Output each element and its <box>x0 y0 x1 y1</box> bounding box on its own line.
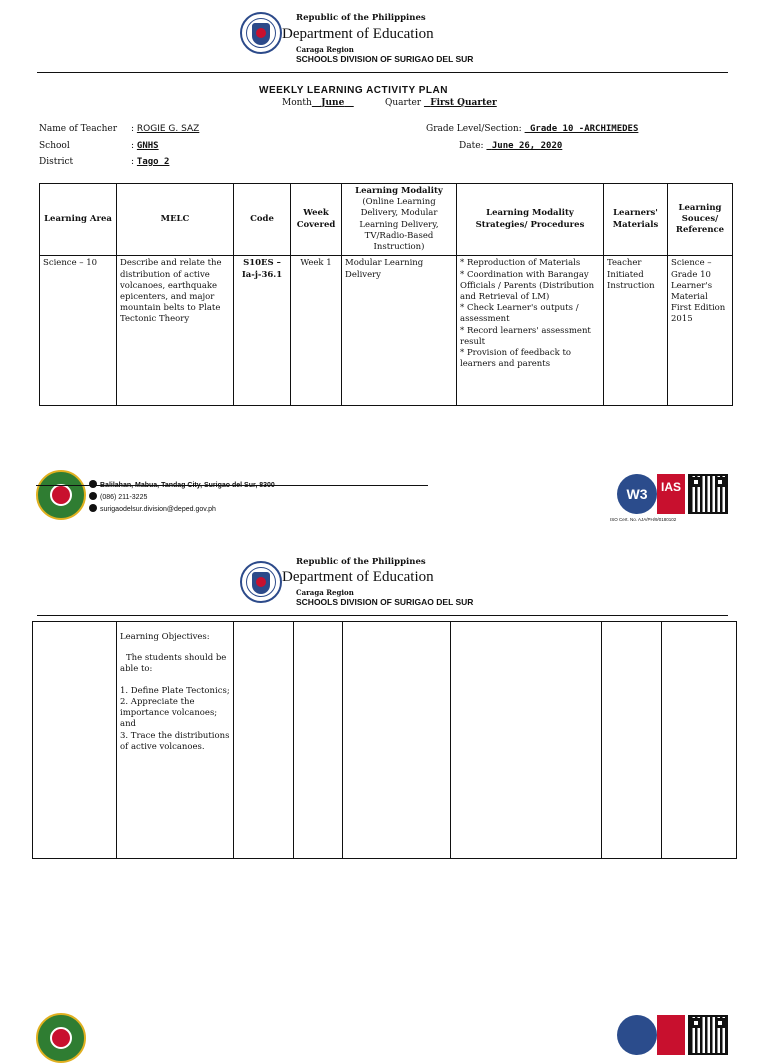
qr-code-icon <box>688 474 728 514</box>
footer-address: Balilahan, Mabua, Tandag City, Surigao del Sur, 8300 <box>89 480 275 489</box>
ias-badge <box>657 1015 685 1055</box>
grade-value: Grade 10 -ARCHIMEDES <box>530 124 639 134</box>
date-label: Date: <box>459 141 484 151</box>
cell-empty <box>451 622 602 859</box>
division-seal <box>36 1013 86 1063</box>
division-seal <box>36 470 86 520</box>
month-line <box>282 98 354 108</box>
cell-modality: Modular Learning Delivery <box>342 256 457 406</box>
grade-line <box>426 124 638 134</box>
objective-item: 1. Define Plate Tectonics; <box>120 685 230 696</box>
header-modality <box>342 184 457 256</box>
objective-item: 3. Trace the distributions of active volcanoes. <box>120 730 230 752</box>
location-icon <box>89 480 97 488</box>
district-name: Tago 2 <box>136 157 170 167</box>
quarter-label: Quarter <box>385 98 422 108</box>
header-rule <box>37 615 728 616</box>
division-text: SCHOOLS DIVISION OF SURIGAO DEL SUR <box>296 597 474 607</box>
header-materials: Learners' Materials <box>604 184 668 256</box>
cell-week: Week 1 <box>291 256 342 406</box>
objectives-title: Learning Objectives: <box>120 632 210 642</box>
district-value: : Tago 2 <box>131 157 170 167</box>
cell-empty <box>33 622 117 859</box>
table-row <box>40 256 733 406</box>
department-title: Department of Education <box>282 569 434 585</box>
cell-sources: Science – Grade 10 Learner's Material First Edition 2015 <box>668 256 733 406</box>
worldcert-badge <box>617 1015 657 1055</box>
modality-title: Learning Modality <box>355 186 443 196</box>
cell-code: S10ES – Ia-j-36.1 <box>234 256 291 406</box>
date-value: June 26, 2020 <box>491 141 563 151</box>
cell-melc: Describe and relate the distribution of active volcanoes, earthquake epicenters, and major mountain belts to Plate Tectonic Theory <box>117 256 234 406</box>
grade-label: Grade Level/Section: <box>426 124 522 134</box>
ias-badge: IAS <box>657 474 685 514</box>
cell-area: Science – 10 <box>40 256 117 406</box>
continuation-table <box>32 621 737 859</box>
teacher-name: ROGIE G. SAZ <box>136 124 200 134</box>
footer-phone: (086) 211-3225 <box>89 492 147 501</box>
header-code: Code <box>234 184 291 256</box>
strategy-item: * Provision of feedback to learners and parents <box>460 348 572 370</box>
table-header-row <box>40 184 733 256</box>
footer-email: surigaodelsur.division@deped.gov.ph <box>89 504 216 513</box>
cell-strategies <box>457 256 604 406</box>
worldcert-badge: W3 <box>617 474 657 514</box>
deped-seal <box>240 561 282 603</box>
cell-empty <box>294 622 343 859</box>
cell-empty <box>662 622 737 859</box>
objective-item: 2. Appreciate the importance volcanoes; and <box>120 696 218 730</box>
header-strategies: Learning Modality Strategies/ Procedures <box>457 184 604 256</box>
school-name: GNHS <box>136 141 159 151</box>
header-melc: MELC <box>117 184 234 256</box>
modality-subtitle: (Online Learning Delivery, Modular Learning Delivery, TV/Radio-Based Instruction) <box>359 197 439 253</box>
objectives-intro: The students should be able to: <box>120 653 227 675</box>
cell-empty <box>234 622 294 859</box>
department-title: Department of Education <box>282 26 434 42</box>
date-line <box>459 141 562 151</box>
school-label: School <box>39 141 70 151</box>
republic-text: Republic of the Philippines <box>296 13 426 23</box>
phone-icon <box>89 492 97 500</box>
republic-text: Republic of the Philippines <box>296 557 426 567</box>
quarter-line <box>385 98 497 108</box>
teacher-label: Name of Teacher <box>39 124 118 134</box>
region-text: Caraga Region <box>296 588 354 597</box>
region-text: Caraga Region <box>296 45 354 54</box>
strategy-item: * Check Learner's outputs / assessment <box>460 303 579 325</box>
school-value: : GNHS <box>131 141 159 151</box>
header-rule <box>37 72 728 73</box>
header-learning-area: Learning Area <box>40 184 117 256</box>
email-icon <box>89 504 97 512</box>
deped-seal <box>240 12 282 54</box>
plan-title: WEEKLY LEARNING ACTIVITY PLAN <box>259 85 448 96</box>
header-week: Week Covered <box>291 184 342 256</box>
strategy-item: * Record learners' assessment result <box>460 325 591 347</box>
qr-code-icon <box>688 1015 728 1055</box>
cell-empty <box>343 622 451 859</box>
month-value: June <box>321 98 345 108</box>
strategy-item: * Reproduction of Materials <box>460 258 581 269</box>
division-text: SCHOOLS DIVISION OF SURIGAO DEL SUR <box>296 54 474 64</box>
district-label: District <box>39 157 74 167</box>
iso-cert-text: ISO Cert. No. AJA/PH/9/0180102 <box>610 517 677 522</box>
header-sources: Learning Souces/ Reference <box>668 184 733 256</box>
table-row <box>33 622 737 859</box>
teacher-value: : ROGIE G. SAZ <box>131 124 200 134</box>
strategy-item: * Coordination with Barangay Officials / Parents (Distribution and Retrieval of LM) <box>460 269 595 302</box>
cell-objectives <box>117 622 234 859</box>
cell-empty <box>602 622 662 859</box>
month-label: Month <box>282 98 312 108</box>
quarter-value: First Quarter <box>430 98 497 108</box>
cell-materials: Teacher Initiated Instruction <box>604 256 668 406</box>
activity-plan-table <box>39 183 733 406</box>
